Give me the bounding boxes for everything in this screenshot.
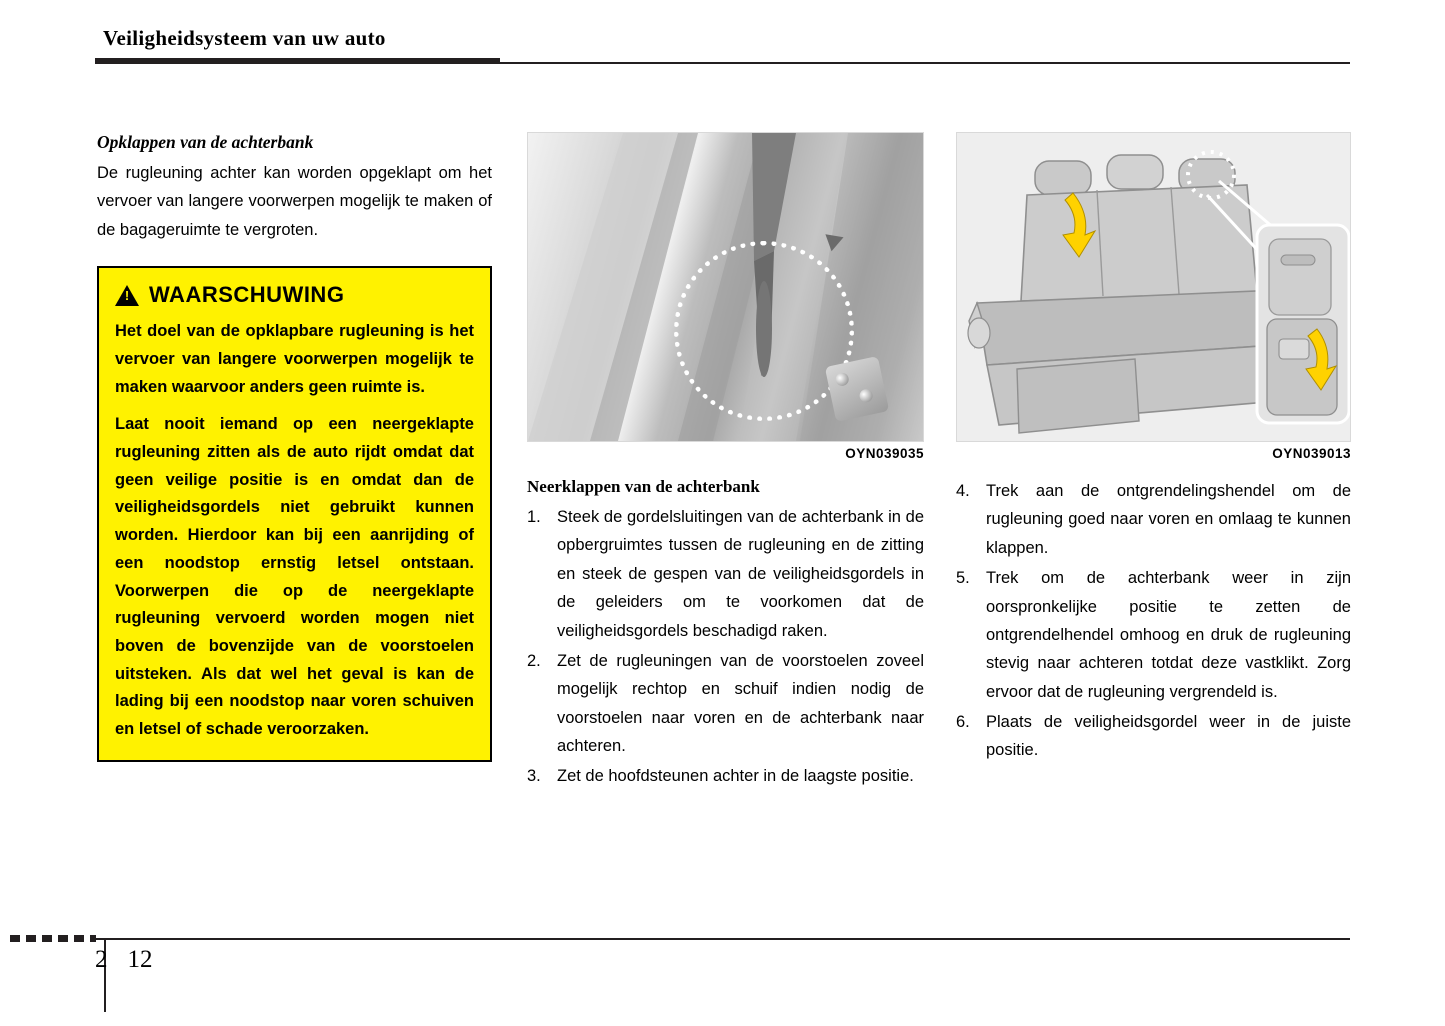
column-left bbox=[97, 132, 492, 762]
list-item-number: 4. bbox=[956, 482, 970, 500]
column-middle bbox=[527, 132, 924, 793]
footer bbox=[95, 946, 153, 974]
warning-box bbox=[97, 266, 492, 762]
rear-seat-illustration bbox=[957, 133, 1350, 441]
list-item-text: Zet de rugleuningen van de voorstoelen zoveel mogelijk rechtop en schuif indien nodig de voorstoelen naar voren en de achterbank naar achteren. bbox=[557, 651, 924, 755]
list-item-number: 3. bbox=[527, 767, 541, 786]
list-item bbox=[527, 762, 924, 790]
section-subheading: Neerklappen van de achterbank bbox=[527, 477, 760, 496]
list-item-number: 1. bbox=[527, 508, 541, 526]
list-item-number: 6. bbox=[956, 713, 970, 731]
figure-caption: OYN039013 bbox=[1272, 446, 1351, 461]
figure-seatbelt-pillar bbox=[527, 132, 924, 442]
warning-header bbox=[115, 282, 474, 308]
warning-triangle-icon bbox=[115, 285, 139, 306]
list-item-text: Trek om de achterbank weer in zijn oorspronkelijke positie te zetten de ontgrendelhendel omhoog en druk de rugleuning stevig naar achteren totdat deze vastklikt. Zorg ervoor dat de rugleuning vergrendeld is. bbox=[986, 569, 1351, 701]
chapter-number: 2 bbox=[95, 946, 108, 973]
warning-paragraph: Het doel van de opklapbare rugleuning is het vervoer van langere voorwerpen mogelijk te maken waarvoor anders geen ruimte is. bbox=[115, 322, 474, 396]
header-rule-accent bbox=[95, 58, 500, 64]
warning-paragraph: Laat nooit iemand op een neergeklapte rugleuning zitten als de auto rijdt omdat dat geen veilige positie is en omdat dan de veiligheidsgordels niet gebruikt kunnen worden. Hierdoor kan bij een aanrijding of een noodstop ernstig letsel ontstaan. Voorwerpen die op de neergeklapte rugleuning vervoerd worden mogen niet boven de bovenzijde van de voorstoelen uitsteken. Als dat wel het geval is kan de lading bij een noodstop naar voren schuiven en letsel of schade veroorzaken. bbox=[115, 415, 474, 739]
list-item bbox=[527, 503, 924, 645]
list-item bbox=[956, 477, 1351, 562]
intro-paragraph: De rugleuning achter kan worden opgeklapt om het vervoer van langere voorwerpen mogelijk te maken of de bagageruimte te vergroten. bbox=[97, 164, 492, 239]
steps-list bbox=[527, 503, 924, 791]
section-subheading: Opklappen van de achterbank bbox=[97, 132, 314, 152]
warning-title: WAARSCHUWING bbox=[149, 282, 345, 308]
column-right bbox=[956, 132, 1351, 767]
highlight-circle bbox=[674, 241, 854, 421]
page-header bbox=[95, 26, 1350, 51]
list-item-number: 5. bbox=[956, 569, 970, 588]
figure-caption: OYN039035 bbox=[845, 446, 924, 461]
list-item-text: Zet de hoofdsteunen achter in de laagste positie. bbox=[557, 767, 914, 786]
list-item bbox=[956, 564, 1351, 706]
list-item-text: Plaats de veiligheidsgordel weer in de juiste positie. bbox=[986, 713, 1351, 760]
belt-anchor-bracket bbox=[825, 356, 889, 422]
footer-rule bbox=[95, 938, 1350, 940]
page-title: Veiligheidsysteem van uw auto bbox=[103, 26, 386, 50]
figure-rear-seat-fold bbox=[956, 132, 1351, 442]
list-item bbox=[527, 647, 924, 761]
steps-list bbox=[956, 477, 1351, 765]
list-item bbox=[956, 708, 1351, 765]
list-item-number: 2. bbox=[527, 651, 541, 670]
page-number: 12 bbox=[127, 946, 153, 973]
list-item-text: Steek de gordelsluitingen van de achterbank in de opbergruimtes tussen de rugleuning en de zitting en steek de gespen van de veiligheidsgordels in de geleiders om te voorkomen dat de veiligheidsgordels beschadigd raken. bbox=[557, 508, 924, 640]
list-item-text: Trek aan de ontgrendelingshendel om de rugleuning goed naar voren en omlaag te kunnen klappen. bbox=[986, 482, 1351, 557]
footer-dash-decoration bbox=[10, 935, 96, 942]
